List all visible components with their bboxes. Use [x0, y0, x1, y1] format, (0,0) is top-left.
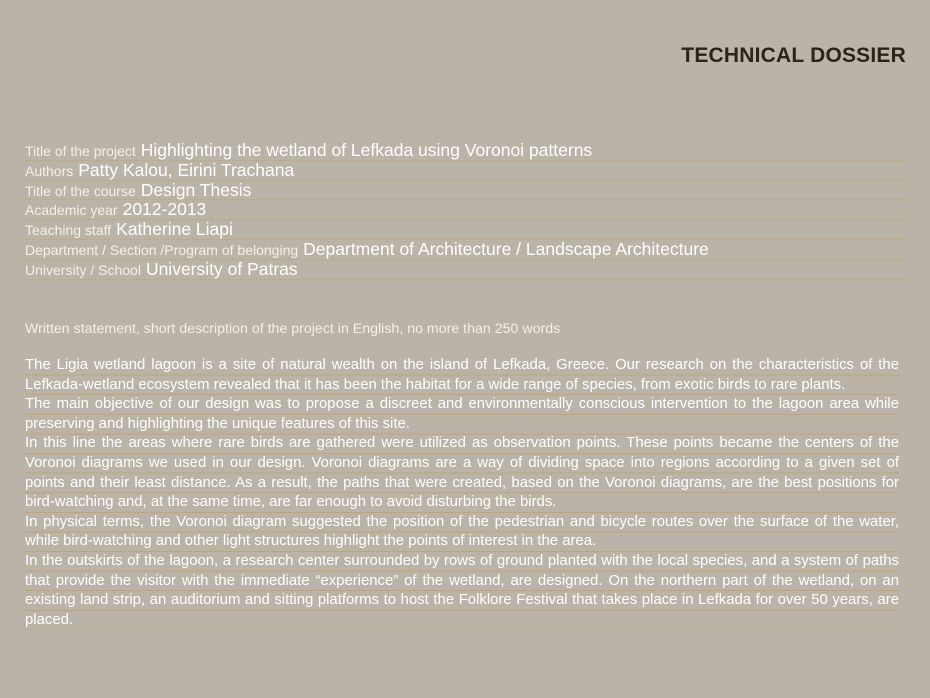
field-row-teaching-staff [25, 220, 903, 240]
field-value: Patty Kalou, Eirini Trachana [78, 159, 295, 180]
field-value: University of Patras [145, 258, 298, 279]
statement-paragraph: In physical terms, the Voronoi diagram suggested the position of the pedestrian and bicycle routes over the surface of the water, while bird-watching and other light structures highlight the points of interest in the area. [25, 513, 899, 550]
project-fields [25, 141, 903, 280]
field-label: Academic year [25, 202, 118, 219]
field-value: 2012-2013 [122, 199, 207, 220]
field-row-academic-year [25, 200, 903, 220]
field-label: University / School [25, 261, 141, 278]
field-value: Design Thesis [140, 179, 252, 200]
field-row-authors [25, 161, 903, 181]
field-row-project-title [25, 141, 903, 161]
field-label: Teaching staff [25, 222, 112, 239]
statement-paragraph: In this line the areas where rare birds are gathered were utilized as observation points. These points became the centers of the Voronoi diagrams we used in our design. Voronoi diagrams are a way of dividing space into regions according to a given set of points and their least distance. As a result, the paths that were created, based on the Voronoi diagrams, are the best positions for bird-watching and, at the same time, are far enough to avoid disturbing the birds. [25, 435, 899, 511]
statement-paragraph: The Ligia wetland lagoon is a site of natural wealth on the island of Lefkada, Greece. Our research on the characteristics of the Lefkada-wetland ecosystem revealed that it has been the habitat for a wide range of species, from exotic birds to rare plants. [25, 357, 899, 393]
statement-paragraph: The main objective of our design was to propose a discreet and environmentally conscious intervention to the lagoon area while preserving and highlighting the unique features of this site. [25, 396, 899, 432]
statement-label: Written statement, short description of the project in English, no more than 250 words [25, 321, 561, 337]
statement-paragraph: In the outskirts of the lagoon, a research center surrounded by rows of ground planted with the local species, and a system of paths that provide the visitor with the immediate “experience” of the wetland, are designed. On the northern part of the wetland, on an existing land strip, an auditorium and sitting platforms to host the Folklore Festival that takes place in Lefkada for over 50 years, are placed. [25, 552, 899, 628]
field-label: Title of the project [25, 143, 136, 159]
field-value: Highlighting the wetland of Lefkada using Voronoi patterns [140, 140, 593, 160]
field-label: Title of the course [25, 182, 136, 199]
field-value: Katherine Liapi [116, 219, 233, 240]
written-statement [25, 356, 899, 630]
field-label: Authors [25, 162, 74, 179]
field-value: Department of Architecture / Landscape Architecture [303, 238, 709, 259]
field-row-department [25, 240, 903, 260]
field-row-university [25, 260, 903, 280]
field-row-course [25, 181, 903, 201]
field-label: Department / Section /Program of belonging [25, 241, 299, 258]
page-title: TECHNICAL DOSSIER [681, 44, 906, 67]
